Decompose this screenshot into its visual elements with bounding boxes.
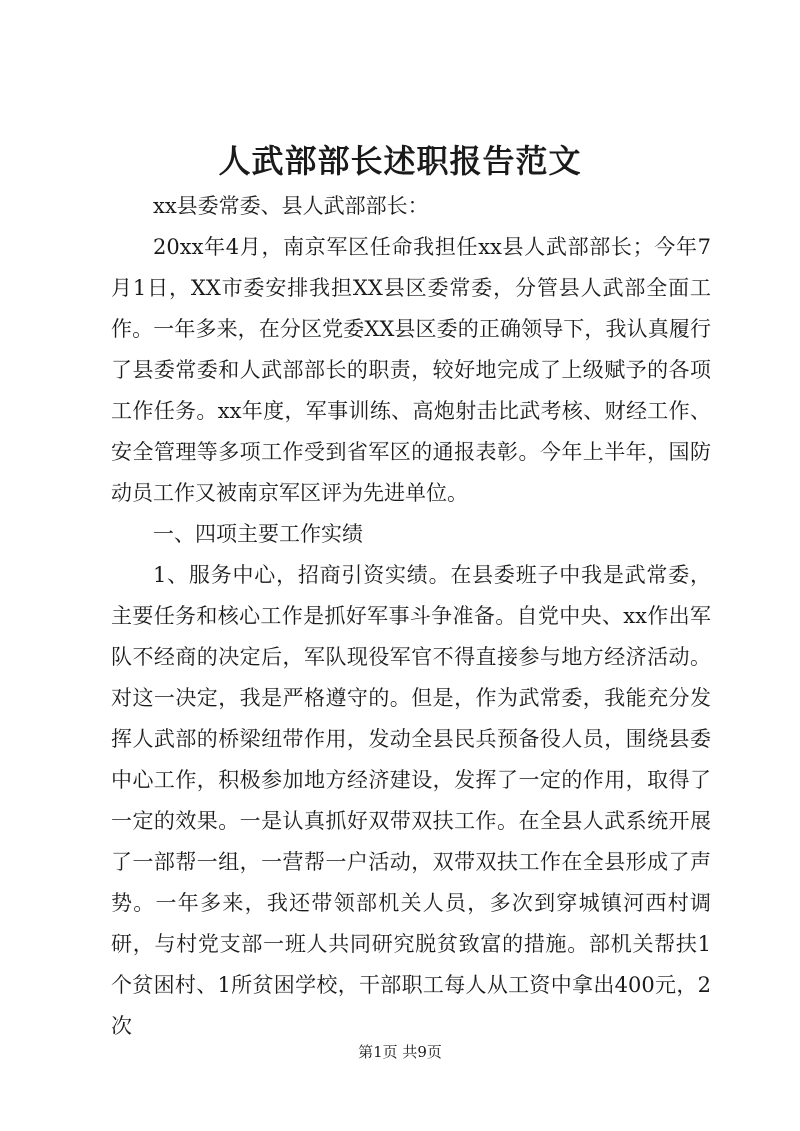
- section-1-paragraph: 1、服务中心，招商引资实绩。在县委班子中我是武常委，主要任务和核心工作是抓好军事斗争准备。自党中央、xx作出军队不经商的决定后，军队现役军官不得直接参与地方经济活动。对这一决定，我是严格遵守的。但是，作为武常委，我能充分发挥人武部的桥梁纽带作用，发动全县民兵预备役人员，围绕县委中心工作，积极参加地方经济建设，发挥了一定的作用，取得了一定的效果。一是认真抓好双带双扶工作。在全县人武系统开展了一部帮一组，一营帮一户活动，双带双扶工作在全县形成了声势。一年多来，我还带领部机关人员，多次到穿城镇河西村调研，与村党支部一班人共同研究脱贫致富的措施。部机关帮扶1个贫困村、1所贫困学校，干部职工每人从工资中拿出400元，2次: [111, 563, 711, 1038]
- section-heading: 一、四项主要工作实绩: [153, 522, 363, 546]
- document-title: 人武部部长述职报告范文: [218, 142, 582, 180]
- document-body: [111, 186, 711, 1047]
- salutation-paragraph: xx县委常委、县人武部部长：: [153, 194, 429, 218]
- intro-paragraph: 20xx年4月，南京军区任命我担任xx县人武部部长；今年7月1日，XX市委安排我担XX县区委常委，分管县人武部全面工作。一年多来，在分区党委XX县区委的正确领导下，我认真履行了县委常委和人武部部长的职责，较好地完成了上级赋予的各项工作任务。xx年度，军事训练、高炮射击比武考核、财经工作、安全管理等多项工作受到省军区的通报表彰。今年上半年，国防动员工作又被南京军区评为先进单位。: [111, 235, 711, 505]
- page-footer: 第1页 共9页: [358, 1043, 442, 1061]
